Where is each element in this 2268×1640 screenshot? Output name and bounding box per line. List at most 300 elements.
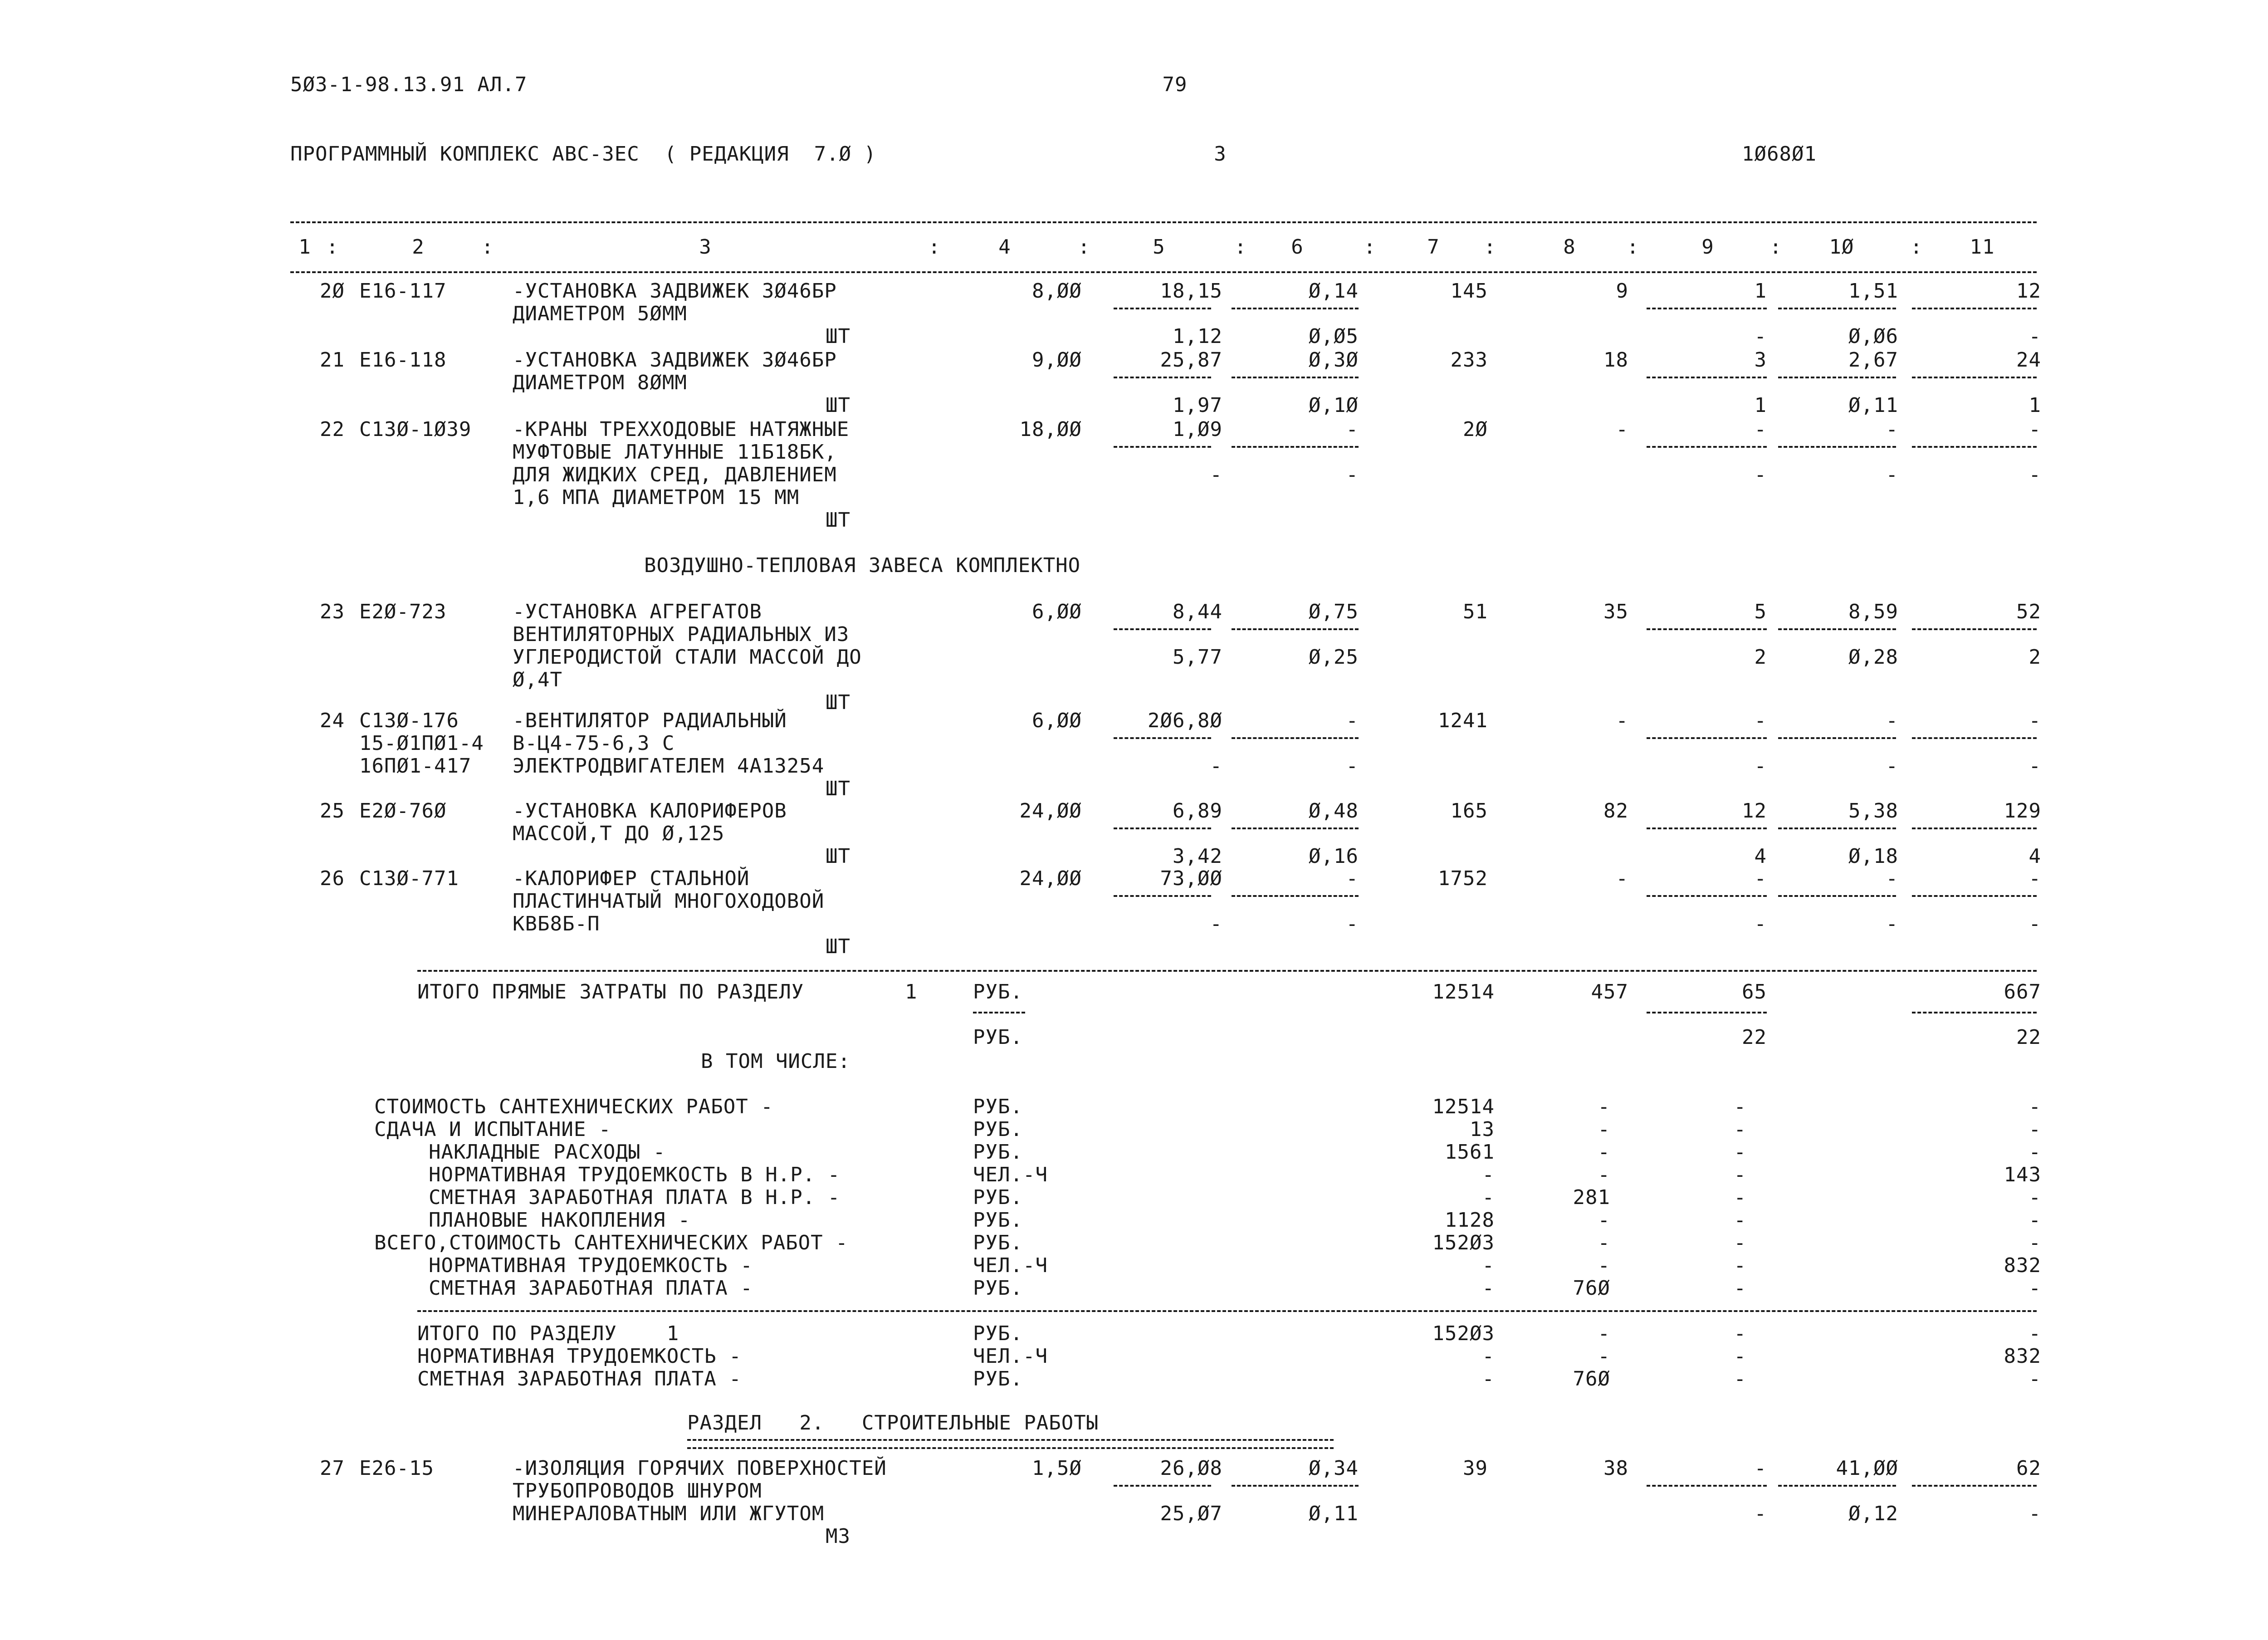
summary-col7: - (1482, 1186, 1495, 1209)
section-total-unit: РУБ. (973, 1367, 1023, 1390)
row-code: С13Ø-771 (359, 867, 459, 890)
cell-rule (1778, 737, 1896, 739)
cell-col10: 5,38 (1848, 799, 1898, 822)
row-number: 24 (320, 709, 345, 732)
summary-col11: - (2028, 1231, 2041, 1254)
cell-col10-sub: - (1886, 463, 1898, 486)
cell-col11-sub: - (2028, 463, 2041, 486)
row-unit: ШТ (826, 509, 850, 532)
total-direct-col9-sub: 22 (1742, 1026, 1767, 1049)
row-description: -УСТАНОВКА ЗАДВИЖЕК 3Ø46БР (513, 279, 837, 303)
section-2-underline (687, 1439, 1334, 1449)
section-total-col8: - (1598, 1322, 1610, 1345)
cell-rule (1647, 1012, 1767, 1013)
summary-col9: - (1734, 1141, 1746, 1164)
row-code: Е16-117 (359, 279, 447, 303)
section-total-label: ИТОГО ПО РАЗДЕЛУ 1 (417, 1322, 679, 1345)
cell-col11-sub: 4 (2028, 845, 2041, 868)
cell-rule (1912, 628, 2037, 630)
cell-col6: Ø,3Ø (1309, 348, 1359, 372)
cell-col6-sub: Ø,11 (1309, 1502, 1359, 1525)
summary-unit: РУБ. (973, 1141, 1023, 1164)
cell-rule (1647, 446, 1767, 448)
cell-col10: 41,ØØ (1836, 1457, 1898, 1480)
summary-col11: - (2028, 1141, 2041, 1164)
cell-rule (1778, 827, 1896, 829)
cell-col10-sub: - (1886, 912, 1898, 935)
summary-col9: - (1734, 1277, 1746, 1300)
cell-col8: 82 (1603, 799, 1628, 822)
summary-unit: РУБ. (973, 1231, 1023, 1254)
cell-col10-sub: Ø,Ø6 (1848, 325, 1898, 348)
summary-col7: - (1482, 1254, 1495, 1277)
row-unit: М3 (826, 1525, 850, 1548)
row-description: В-Ц4-75-6,3 С (513, 732, 675, 755)
subsection-title: ВОЗДУШНО-ТЕПЛОВАЯ ЗАВЕСА КОМПЛЕКТНО (644, 554, 1081, 577)
column-header-5: : (928, 235, 941, 259)
cell-col11: 62 (2016, 1457, 2041, 1480)
cell-rule (1912, 737, 2037, 739)
cell-col4: 6,ØØ (1032, 600, 1082, 623)
column-header-3: : (481, 235, 494, 259)
cell-col11: 52 (2016, 600, 2041, 623)
cell-col10: 2,67 (1848, 348, 1898, 372)
column-header-11: : (1364, 235, 1376, 259)
cell-rule (1647, 628, 1767, 630)
cell-col11: 12 (2016, 279, 2041, 303)
summary-col8: - (1598, 1254, 1610, 1277)
cell-rule (1647, 895, 1767, 897)
cell-rule (1778, 377, 1896, 378)
summary-col11: 143 (2004, 1163, 2041, 1186)
row-unit: ШТ (826, 325, 850, 348)
cell-col4: 6,ØØ (1032, 709, 1082, 732)
section-total-unit: РУБ. (973, 1322, 1023, 1345)
cell-col9-sub: 2 (1754, 646, 1767, 669)
cell-col8: 9 (1616, 279, 1628, 303)
cell-rule (1232, 895, 1359, 897)
cell-col4: 8,ØØ (1032, 279, 1082, 303)
column-header-1: : (326, 235, 339, 259)
cell-col4: 24,ØØ (1019, 799, 1082, 822)
cell-col10: - (1886, 418, 1898, 441)
total-direct-unit: РУБ. (973, 980, 1023, 1004)
summary-col9: - (1734, 1163, 1746, 1186)
section-total-col9: - (1734, 1322, 1746, 1345)
summary-col9: - (1734, 1231, 1746, 1254)
cell-rule (1912, 377, 2037, 378)
row-code: Е2Ø-76Ø (359, 799, 447, 822)
cell-rule (1778, 446, 1896, 448)
summary-label: ВСЕГО,СТОИМОСТЬ САНТЕХНИЧЕСКИХ РАБОТ - (374, 1231, 848, 1254)
cell-col6: Ø,14 (1309, 279, 1359, 303)
cell-col8: 35 (1603, 600, 1628, 623)
cell-col9: 3 (1754, 348, 1767, 372)
cell-col9-sub: 4 (1754, 845, 1767, 868)
cell-col5: 8,44 (1173, 600, 1222, 623)
cell-rule (1778, 895, 1896, 897)
program-title: ПРОГРАММНЫЙ КОМПЛЕКС АВС-3ЕС ( РЕДАКЦИЯ 7.Ø ) (290, 142, 877, 166)
cell-rule (1912, 1012, 2037, 1013)
estimate-code: 1Ø68Ø1 (1742, 142, 1817, 166)
section-total-col7: - (1482, 1345, 1495, 1368)
summary-col7: 13 (1470, 1118, 1495, 1141)
column-header-8: 5 (1153, 235, 1165, 259)
cell-col10-sub: Ø,11 (1848, 394, 1898, 417)
section-total-unit: ЧЕЛ.-Ч (973, 1345, 1048, 1368)
row-code: Е2Ø-723 (359, 600, 447, 623)
summary-unit: РУБ. (973, 1118, 1023, 1141)
cell-rule (1778, 628, 1896, 630)
cell-col5: 2Ø6,8Ø (1148, 709, 1222, 732)
cell-col11: - (2028, 418, 2041, 441)
row-number: 25 (320, 799, 345, 822)
cell-col11-sub: 1 (2028, 394, 2041, 417)
cell-col11-sub: 2 (2028, 646, 2041, 669)
cell-col11: 129 (2004, 799, 2041, 822)
cell-col8: 38 (1603, 1457, 1628, 1480)
summary-unit: ЧЕЛ.-Ч (973, 1254, 1048, 1277)
cell-rule (1232, 827, 1359, 829)
cell-col10: - (1886, 709, 1898, 732)
cell-rule (1232, 446, 1359, 448)
column-header-13: : (1484, 235, 1496, 259)
cell-col6: - (1346, 709, 1359, 732)
summary-col9: - (1734, 1095, 1746, 1118)
cell-col11-sub: - (2028, 754, 2041, 778)
cell-col8: - (1616, 709, 1628, 732)
cell-rule (1778, 1485, 1896, 1487)
cell-col5-sub: 5,77 (1173, 646, 1222, 669)
column-header-7: : (1078, 235, 1090, 259)
table-header-rule (290, 271, 2037, 273)
cell-col5: 73,ØØ (1160, 867, 1222, 890)
cell-rule (1114, 1485, 1211, 1487)
row-code: С13Ø-1Ø39 (359, 418, 472, 441)
row-number: 27 (320, 1457, 345, 1480)
summary-unit: РУБ. (973, 1209, 1023, 1232)
row-description: ДЛЯ ЖИДКИХ СРЕД, ДАВЛЕНИЕМ (513, 463, 837, 486)
table-top-rule (290, 221, 2037, 223)
column-header-17: : (1769, 235, 1782, 259)
row-description: 1,6 МПА ДИАМЕТРОМ 15 ММ (513, 486, 800, 509)
cell-rule (1114, 308, 1211, 309)
cell-col6: - (1346, 867, 1359, 890)
cell-col6-sub: Ø,16 (1309, 845, 1359, 868)
summary-label: СМЕТНАЯ ЗАРАБОТНАЯ ПЛАТА - (429, 1277, 753, 1300)
cell-rule (1912, 827, 2037, 829)
section-total-col7: - (1482, 1367, 1495, 1390)
cell-col4: 24,ØØ (1019, 867, 1082, 890)
total-direct-col8: 457 (1591, 980, 1628, 1004)
section-total-col11: - (2028, 1367, 2041, 1390)
summary-col8: - (1598, 1163, 1610, 1186)
row-number: 21 (320, 348, 345, 372)
column-header-6: 4 (998, 235, 1011, 259)
cell-col5-sub: - (1210, 754, 1222, 778)
cell-col6-sub: - (1346, 463, 1359, 486)
summary-col8: - (1598, 1231, 1610, 1254)
document-code: 5Ø3-1-98.13.91 АЛ.7 (290, 73, 528, 96)
summary-label: ПЛАНОВЫЕ НАКОПЛЕНИЯ - (429, 1209, 691, 1232)
section-total-col8: - (1598, 1345, 1610, 1368)
row-description: -УСТАНОВКА КАЛОРИФЕРОВ (513, 799, 787, 822)
cell-col5: 26,Ø8 (1160, 1457, 1222, 1480)
row-number: 23 (320, 600, 345, 623)
cell-col9-sub: - (1754, 912, 1767, 935)
row-description: -ВЕНТИЛЯТОР РАДИАЛЬНЫЙ (513, 709, 787, 732)
cell-col6: Ø,34 (1309, 1457, 1359, 1480)
summary-col8: 281 (1573, 1186, 1610, 1209)
summary-col7: 12514 (1432, 1095, 1495, 1118)
cell-col5-sub: - (1210, 463, 1222, 486)
cell-col7: 39 (1463, 1457, 1488, 1480)
summary-col7: 152Ø3 (1432, 1231, 1495, 1254)
summary-col9: - (1734, 1118, 1746, 1141)
cell-col8: - (1616, 867, 1628, 890)
cell-rule (1232, 737, 1359, 739)
total-direct-label: ИТОГО ПРЯМЫЕ ЗАТРАТЫ ПО РАЗДЕЛУ (417, 980, 804, 1004)
cell-rule (1912, 895, 2037, 897)
sheet-number: 3 (1214, 142, 1227, 166)
summary-col9: - (1734, 1186, 1746, 1209)
cell-col9: 12 (1742, 799, 1767, 822)
summary-col11: - (2028, 1095, 2041, 1118)
total-direct-col11: 667 (2004, 980, 2041, 1004)
section-total-col8: 76Ø (1573, 1367, 1610, 1390)
row-description: МУФТОВЫЕ ЛАТУННЫЕ 11Б18БК, (513, 441, 837, 464)
page-number: 79 (1162, 73, 1188, 96)
row-description: -КАЛОРИФЕР СТАЛЬНОЙ (513, 867, 750, 890)
cell-col4: 9,ØØ (1032, 348, 1082, 372)
summary-col9: - (1734, 1254, 1746, 1277)
cell-col5-sub: 1,12 (1173, 325, 1222, 348)
column-header-19: : (1910, 235, 1923, 259)
summary-col8: - (1598, 1209, 1610, 1232)
cell-col9: - (1754, 867, 1767, 890)
cell-col9-sub: 1 (1754, 394, 1767, 417)
row-unit: ШТ (826, 691, 850, 714)
row-number: 22 (320, 418, 345, 441)
cell-rule (1912, 1485, 2037, 1487)
summary-label: СМЕТНАЯ ЗАРАБОТНАЯ ПЛАТА В Н.Р. - (429, 1186, 841, 1209)
row-code: Е16-118 (359, 348, 447, 372)
cell-rule (1114, 827, 1211, 829)
cell-col7: 145 (1450, 279, 1488, 303)
cell-rule (1114, 628, 1211, 630)
cell-col7: 233 (1450, 348, 1488, 372)
summary-col11: - (2028, 1118, 2041, 1141)
row-unit: ШТ (826, 845, 850, 868)
cell-rule (1114, 737, 1211, 739)
cell-col11: - (2028, 709, 2041, 732)
cell-col10-sub: Ø,28 (1848, 646, 1898, 669)
total-direct-col7: 12514 (1432, 980, 1495, 1004)
cell-col11: 24 (2016, 348, 2041, 372)
row-code-extra: 15-Ø1ПØ1-4 (359, 732, 484, 755)
section-total-col9: - (1734, 1345, 1746, 1368)
cell-col5: 6,89 (1173, 799, 1222, 822)
row-description: МАССОЙ,Т ДО Ø,125 (513, 822, 725, 845)
summary-col11: 832 (2004, 1254, 2041, 1277)
row-description: УГЛЕРОДИСТОЙ СТАЛИ МАССОЙ ДО (513, 646, 862, 669)
column-header-16: 9 (1701, 235, 1714, 259)
row-description: ПЛАСТИНЧАТЫЙ МНОГОХОДОВОЙ (513, 890, 825, 913)
row-unit: ШТ (826, 777, 850, 800)
cell-col5-sub: 25,Ø7 (1160, 1502, 1222, 1525)
summary-col7: 1128 (1445, 1209, 1495, 1232)
cell-col4: 18,ØØ (1019, 418, 1082, 441)
cell-col10-sub: - (1886, 754, 1898, 778)
cell-rule (1114, 895, 1211, 897)
summary-label: НАКЛАДНЫЕ РАСХОДЫ - (429, 1141, 666, 1164)
column-header-9: : (1234, 235, 1247, 259)
cell-col6-sub: - (1346, 912, 1359, 935)
cell-rule (1232, 628, 1359, 630)
cell-col9: 5 (1754, 600, 1767, 623)
row-description: Ø,4Т (513, 668, 562, 691)
section-total-col9: - (1734, 1367, 1746, 1390)
cell-col9: 1 (1754, 279, 1767, 303)
cell-col6-sub: Ø,1Ø (1309, 394, 1359, 417)
summary-col11: - (2028, 1277, 2041, 1300)
cell-col7: 165 (1450, 799, 1488, 822)
cell-col8: 18 (1603, 348, 1628, 372)
row-description: ДИАМЕТРОМ 5ØММ (513, 302, 687, 325)
section-total-label: СМЕТНАЯ ЗАРАБОТНАЯ ПЛАТА - (417, 1367, 742, 1390)
column-header-0: 1 (298, 235, 311, 259)
summary-label: СТОИМОСТЬ САНТЕХНИЧЕСКИХ РАБОТ - (374, 1095, 773, 1118)
summary-col8: - (1598, 1118, 1610, 1141)
cell-col5-sub: - (1210, 912, 1222, 935)
column-header-20: 11 (1970, 235, 1995, 259)
cell-col5-sub: 1,97 (1173, 394, 1222, 417)
summary-unit: РУБ. (973, 1277, 1023, 1300)
row-description: ЭЛЕКТРОДВИГАТЕЛЕМ 4А13254 (513, 754, 825, 778)
cell-rule (1232, 308, 1359, 309)
row-number: 2Ø (320, 279, 345, 303)
cell-rule (1114, 377, 1211, 378)
row-description: ДИАМЕТРОМ 8ØММ (513, 371, 687, 394)
row-unit: ШТ (826, 394, 850, 417)
summary-unit: РУБ. (973, 1186, 1023, 1209)
cell-rule (1778, 308, 1896, 309)
cell-col11-sub: - (2028, 325, 2041, 348)
summary-col11: - (2028, 1186, 2041, 1209)
section-2-title: РАЗДЕЛ 2. СТРОИТЕЛЬНЫЕ РАБОТЫ (687, 1411, 1099, 1434)
summary-unit: ЧЕЛ.-Ч (973, 1163, 1048, 1186)
summary-col8: - (1598, 1141, 1610, 1164)
column-header-12: 7 (1427, 235, 1440, 259)
cell-col11-sub: - (2028, 912, 2041, 935)
cell-col9-sub: - (1754, 754, 1767, 778)
total-direct-col9: 65 (1742, 980, 1767, 1004)
section-total-label: НОРМАТИВНАЯ ТРУДОЕМКОСТЬ - (417, 1345, 742, 1368)
cell-col5: 1,Ø9 (1173, 418, 1222, 441)
cell-col10-sub: Ø,18 (1848, 845, 1898, 868)
cell-col6: - (1346, 418, 1359, 441)
cell-col8: - (1616, 418, 1628, 441)
cell-col9-sub: - (1754, 325, 1767, 348)
total-direct-unit: РУБ. (973, 1026, 1023, 1049)
summary-col9: - (1734, 1209, 1746, 1232)
summary-label: НОРМАТИВНАЯ ТРУДОЕМКОСТЬ - (429, 1254, 753, 1277)
cell-col9-sub: - (1754, 1502, 1767, 1525)
column-header-18: 1Ø (1829, 235, 1854, 259)
cell-col7: 1241 (1438, 709, 1488, 732)
column-header-4: 3 (699, 235, 712, 259)
cell-col6-sub: Ø,Ø5 (1309, 325, 1359, 348)
column-header-2: 2 (412, 235, 425, 259)
row-description: ТРУБОПРОВОДОВ ШНУРОМ (513, 1479, 762, 1503)
cell-col11-sub: - (2028, 1502, 2041, 1525)
cell-col9: - (1754, 709, 1767, 732)
summary-col7: - (1482, 1277, 1495, 1300)
cell-col9-sub: - (1754, 463, 1767, 486)
cell-col4: 1,5Ø (1032, 1457, 1082, 1480)
row-code-extra: 16ПØ1-417 (359, 754, 472, 778)
cell-col9: - (1754, 418, 1767, 441)
total-direct-section: 1 (905, 980, 918, 1004)
row-code: Е26-15 (359, 1457, 434, 1480)
cell-rule (1232, 1485, 1359, 1487)
section-rule (417, 1310, 2037, 1312)
cell-col7: 1752 (1438, 867, 1488, 890)
cell-col6: Ø,75 (1309, 600, 1359, 623)
row-description: -УСТАНОВКА ЗАДВИЖЕК 3Ø46БР (513, 348, 837, 372)
cell-col11: - (2028, 867, 2041, 890)
summary-col7: - (1482, 1163, 1495, 1186)
row-unit: ШТ (826, 935, 850, 958)
cell-col10-sub: Ø,12 (1848, 1502, 1898, 1525)
summary-label: НОРМАТИВНАЯ ТРУДОЕМКОСТЬ В Н.Р. - (429, 1163, 841, 1186)
cell-col5: 18,15 (1160, 279, 1222, 303)
row-description: МИНЕРАЛОВАТНЫМ ИЛИ ЖГУТОМ (513, 1502, 825, 1525)
section-total-col11: 832 (2004, 1345, 2041, 1368)
row-code: С13Ø-176 (359, 709, 459, 732)
cell-rule (1647, 1485, 1767, 1487)
column-header-10: 6 (1291, 235, 1304, 259)
cell-col7: 51 (1463, 600, 1488, 623)
row-description: -КРАНЫ ТРЕХХОДОВЫЕ НАТЯЖНЫЕ (513, 418, 850, 441)
cell-col10: 8,59 (1848, 600, 1898, 623)
cell-rule (1647, 827, 1767, 829)
section-rule (417, 970, 2037, 972)
summary-col8: - (1598, 1095, 1610, 1118)
row-description: -ИЗОЛЯЦИЯ ГОРЯЧИХ ПОВЕРХНОСТЕЙ (513, 1457, 887, 1480)
including-heading: В ТОМ ЧИСЛЕ: (701, 1050, 850, 1073)
cell-col6-sub: - (1346, 754, 1359, 778)
cell-col5: 25,87 (1160, 348, 1222, 372)
row-number: 26 (320, 867, 345, 890)
summary-col7: 1561 (1445, 1141, 1495, 1164)
cell-rule (1647, 737, 1767, 739)
cell-col10: - (1886, 867, 1898, 890)
cell-rule (1232, 377, 1359, 378)
cell-col9: - (1754, 1457, 1767, 1480)
summary-col8: 76Ø (1573, 1277, 1610, 1300)
section-total-col11: - (2028, 1322, 2041, 1345)
section-total-col7: 152Ø3 (1432, 1322, 1495, 1345)
cell-col6: Ø,48 (1309, 799, 1359, 822)
cell-col7: 2Ø (1463, 418, 1488, 441)
column-header-15: : (1627, 235, 1639, 259)
cell-rule (1912, 308, 2037, 309)
cell-col5-sub: 3,42 (1173, 845, 1222, 868)
row-description: ВЕНТИЛЯТОРНЫХ РАДИАЛЬНЫХ ИЗ (513, 623, 850, 646)
cell-col10: 1,51 (1848, 279, 1898, 303)
row-description: КВБ8Б-П (513, 912, 600, 935)
